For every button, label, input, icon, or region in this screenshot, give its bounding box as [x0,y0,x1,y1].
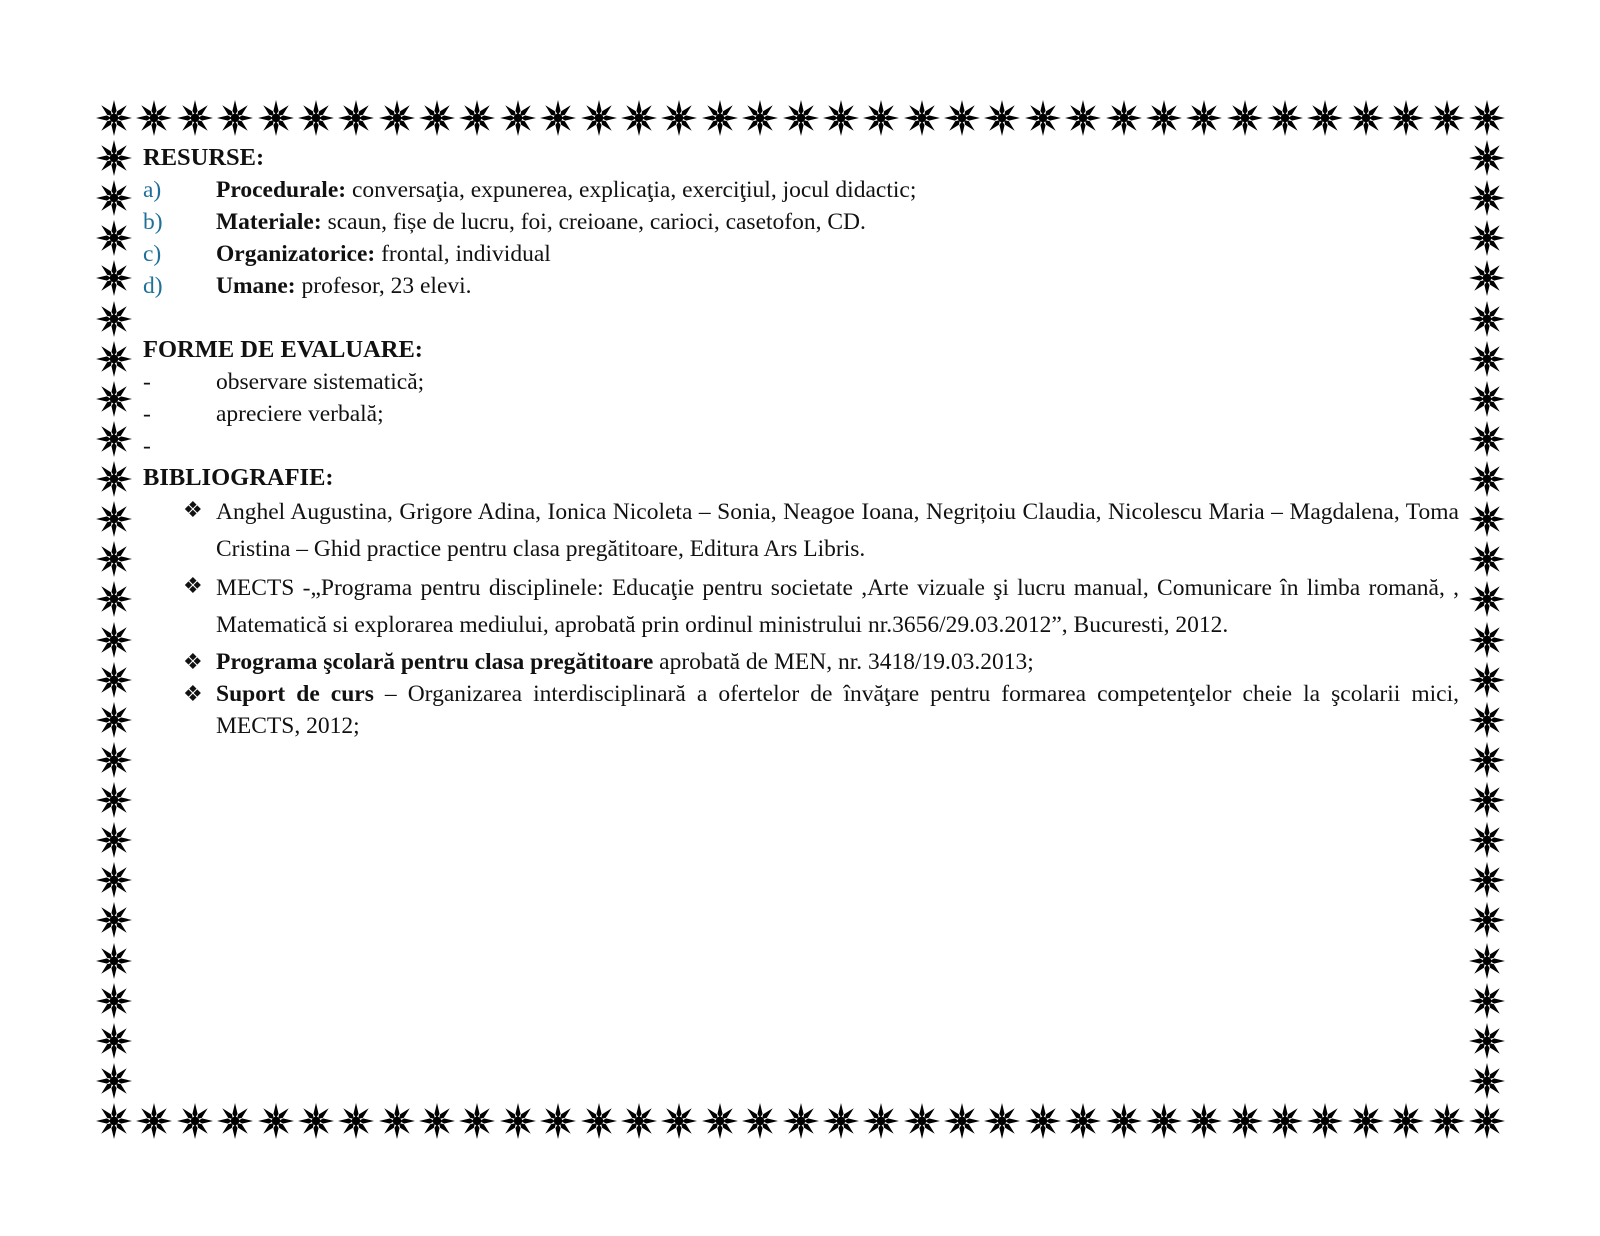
eight-point-asterisk-icon [95,340,133,378]
eight-point-asterisk-icon [337,99,375,137]
item-label: Umane: [216,273,296,299]
resurse-item [143,174,1459,206]
eight-point-asterisk-icon [1145,1102,1183,1140]
eight-point-asterisk-icon [216,99,254,137]
four-diamond-bullet-icon: ❖ [183,573,203,598]
eight-point-asterisk-icon [95,179,133,217]
eight-point-asterisk-icon [620,99,658,137]
eight-point-asterisk-icon [1468,380,1506,418]
eight-point-asterisk-icon [95,901,133,939]
eight-point-asterisk-icon [1468,139,1506,177]
eight-point-asterisk-icon [1024,1102,1062,1140]
evaluare-item [143,430,1459,462]
eight-point-asterisk-icon [1468,942,1506,980]
eight-point-asterisk-icon [1468,701,1506,739]
eight-point-asterisk-icon [903,1102,941,1140]
eight-point-asterisk-icon [95,1102,133,1140]
eight-point-asterisk-icon [1468,580,1506,618]
resurse-heading: RESURSE: [143,144,265,171]
eight-point-asterisk-icon [1306,99,1344,137]
eight-point-asterisk-icon [1468,781,1506,819]
eight-point-asterisk-icon [1226,1102,1264,1140]
eight-point-asterisk-icon [1468,1062,1506,1100]
item-text: profesor, 23 elevi. [295,273,472,299]
bibliography-entry [183,570,1459,644]
eight-point-asterisk-icon [95,861,133,899]
eight-point-asterisk-icon [1266,99,1304,137]
entry-rest: – Organizarea interdisciplinară a ofertelor de învăţare pentru formarea competenţelor cheie la şcolarii mici, MECTS, 2012; [216,681,1459,739]
list-marker: - [143,369,151,395]
four-diamond-bullet-icon: ❖ [183,649,203,674]
eight-point-asterisk-icon [499,1102,537,1140]
item-text: conversaţia, expunerea, explicaţia, exerciţiul, jocul didactic; [346,177,917,203]
bibliografie-heading: BIBLIOGRAFIE: [143,464,334,491]
eight-point-asterisk-icon [95,1062,133,1100]
resurse-list [143,174,1459,302]
list-marker: d) [143,273,163,299]
eight-point-asterisk-icon [95,219,133,257]
four-diamond-bullet-icon: ❖ [183,497,203,522]
list-marker: b) [143,209,163,235]
entry-text [216,678,1459,742]
eight-point-asterisk-icon [1024,99,1062,137]
document-body [143,142,1459,742]
eight-point-asterisk-icon [1387,1102,1425,1140]
eight-point-asterisk-icon [1468,540,1506,578]
eight-point-asterisk-icon [135,1102,173,1140]
eight-point-asterisk-icon [1428,1102,1466,1140]
eight-point-asterisk-icon [1468,621,1506,659]
eight-point-asterisk-icon [782,1102,820,1140]
spacer [143,302,1459,334]
eight-point-asterisk-icon [1387,99,1425,137]
eight-point-asterisk-icon [257,1102,295,1140]
item-text: frontal, individual [375,241,551,267]
eight-point-asterisk-icon [95,1022,133,1060]
eight-point-asterisk-icon [943,1102,981,1140]
item-text: scaun, fișe de lucru, foi, creioane, carioci, casetofon, CD. [321,209,866,235]
eight-point-asterisk-icon [1226,99,1264,137]
eight-point-asterisk-icon [95,701,133,739]
eight-point-asterisk-icon [660,99,698,137]
eight-point-asterisk-icon [458,99,496,137]
four-diamond-bullet-icon: ❖ [183,681,203,706]
entry-text: MECTS -„Programa pentru disciplinele: Educaţie pentru societate ,Arte vizuale şi lucru manual, Comunicare în limba romană, , Matematică si explorarea mediului, aprobată prin ordinul ministrului nr.3656/29.03.2012”, Bucuresti, 2012. [216,575,1459,638]
eight-point-asterisk-icon [418,99,456,137]
eight-point-asterisk-icon [418,1102,456,1140]
item-label: Procedurale: [216,177,347,203]
eight-point-asterisk-icon [620,1102,658,1140]
eight-point-asterisk-icon [862,1102,900,1140]
bibliografie-list [183,494,1459,742]
eight-point-asterisk-icon [176,99,214,137]
eight-point-asterisk-icon [95,982,133,1020]
eight-point-asterisk-icon [983,99,1021,137]
item-text: apreciere verbală; [216,401,384,427]
eight-point-asterisk-icon [701,1102,739,1140]
eight-point-asterisk-icon [539,99,577,137]
eight-point-asterisk-icon [862,99,900,137]
eight-point-asterisk-icon [580,1102,618,1140]
entry-bold-title: Suport de curs [216,681,374,707]
eight-point-asterisk-icon [741,99,779,137]
eight-point-asterisk-icon [1468,1022,1506,1060]
eight-point-asterisk-icon [1468,340,1506,378]
eight-point-asterisk-icon [1468,259,1506,297]
eight-point-asterisk-icon [1468,741,1506,779]
entry-text: Anghel Augustina, Grigore Adina, Ionica Nicoleta – Sonia, Neagoe Ioana, Negrițoiu Claudia, Nicolescu Maria – Magdalena, Toma Cristina – Ghid practice pentru clasa pregătitoare, Editura Ars Libris. [216,499,1459,562]
eight-point-asterisk-icon [1266,1102,1304,1140]
resurse-item [143,238,1459,270]
bibliography-entry [183,494,1459,568]
eight-point-asterisk-icon [458,1102,496,1140]
eight-point-asterisk-icon [95,942,133,980]
eight-point-asterisk-icon [95,300,133,338]
eight-point-asterisk-icon [943,99,981,137]
eight-point-asterisk-icon [1468,821,1506,859]
bibliography-entry [183,646,1459,678]
eight-point-asterisk-icon [1064,99,1102,137]
eight-point-asterisk-icon [95,741,133,779]
eight-point-asterisk-icon [1468,300,1506,338]
eight-point-asterisk-icon [660,1102,698,1140]
eight-point-asterisk-icon [378,1102,416,1140]
eight-point-asterisk-icon [95,139,133,177]
list-marker: a) [143,177,162,203]
eight-point-asterisk-icon [1468,219,1506,257]
eight-point-asterisk-icon [983,1102,1021,1140]
eight-point-asterisk-icon [903,99,941,137]
eight-point-asterisk-icon [701,99,739,137]
evaluare-item [143,398,1459,430]
eight-point-asterisk-icon [1468,179,1506,217]
entry-bold-title: Programa şcolară pentru clasa pregătitoare [216,649,654,675]
eight-point-asterisk-icon [378,99,416,137]
eight-point-asterisk-icon [1306,1102,1344,1140]
eight-point-asterisk-icon [1347,1102,1385,1140]
eight-point-asterisk-icon [95,259,133,297]
eight-point-asterisk-icon [1468,420,1506,458]
eight-point-asterisk-icon [822,99,860,137]
eight-point-asterisk-icon [499,99,537,137]
eight-point-asterisk-icon [257,99,295,137]
item-text: observare sistematică; [216,369,425,395]
eight-point-asterisk-icon [580,99,618,137]
eight-point-asterisk-icon [539,1102,577,1140]
eight-point-asterisk-icon [95,500,133,538]
evaluare-heading: FORME DE EVALUARE: [143,336,423,363]
eight-point-asterisk-icon [95,420,133,458]
eight-point-asterisk-icon [1468,500,1506,538]
eight-point-asterisk-icon [822,1102,860,1140]
eight-point-asterisk-icon [1468,901,1506,939]
eight-point-asterisk-icon [1105,99,1143,137]
entry-rest: aprobată de MEN, nr. 3418/19.03.2013; [653,649,1034,675]
eight-point-asterisk-icon [1468,982,1506,1020]
eight-point-asterisk-icon [1347,99,1385,137]
eight-point-asterisk-icon [1468,460,1506,498]
eight-point-asterisk-icon [297,99,335,137]
eight-point-asterisk-icon [1468,861,1506,899]
eight-point-asterisk-icon [95,661,133,699]
resurse-item [143,206,1459,238]
eight-point-asterisk-icon [176,1102,214,1140]
eight-point-asterisk-icon [95,821,133,859]
bibliography-entry [183,678,1459,742]
eight-point-asterisk-icon [297,1102,335,1140]
eight-point-asterisk-icon [1145,99,1183,137]
eight-point-asterisk-icon [1428,99,1466,137]
evaluare-list [143,366,1459,462]
eight-point-asterisk-icon [95,460,133,498]
evaluare-item [143,366,1459,398]
eight-point-asterisk-icon [95,580,133,618]
entry-text [216,646,1459,678]
eight-point-asterisk-icon [1185,1102,1223,1140]
eight-point-asterisk-icon [741,1102,779,1140]
eight-point-asterisk-icon [1064,1102,1102,1140]
eight-point-asterisk-icon [95,540,133,578]
eight-point-asterisk-icon [1468,99,1506,137]
eight-point-asterisk-icon [95,621,133,659]
eight-point-asterisk-icon [1468,661,1506,699]
eight-point-asterisk-icon [95,380,133,418]
item-label: Materiale: [216,209,322,235]
eight-point-asterisk-icon [1185,99,1223,137]
eight-point-asterisk-icon [135,99,173,137]
eight-point-asterisk-icon [782,99,820,137]
list-marker: - [143,433,151,459]
list-marker: - [143,401,151,427]
eight-point-asterisk-icon [337,1102,375,1140]
eight-point-asterisk-icon [95,781,133,819]
eight-point-asterisk-icon [216,1102,254,1140]
resurse-item [143,270,1459,302]
list-marker: c) [143,241,162,267]
eight-point-asterisk-icon [1105,1102,1143,1140]
eight-point-asterisk-icon [95,99,133,137]
eight-point-asterisk-icon [1468,1102,1506,1140]
item-label: Organizatorice: [216,241,376,267]
